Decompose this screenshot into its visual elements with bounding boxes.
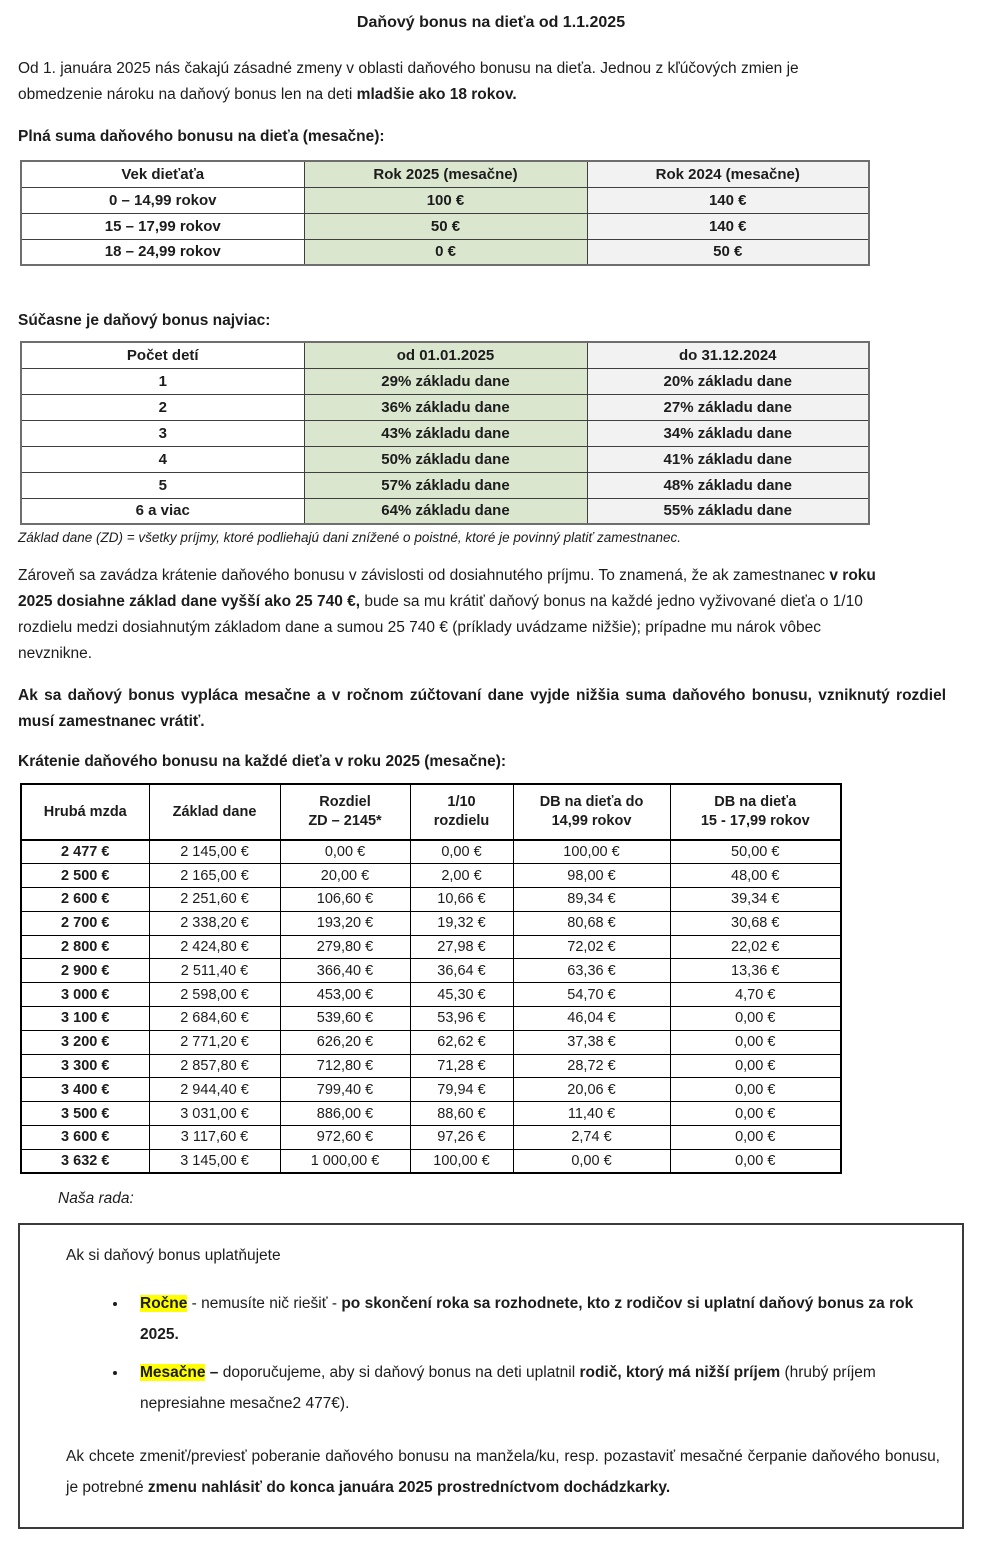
table-cell: 2 684,60 € [149,1007,280,1031]
text-segment: (hrubý príjem nepresiahne mesačne2 477€). [140,1364,876,1413]
table-cell: 64% základu dane [304,498,587,524]
text-segment: Zároveň sa zavádza krátenie daňového bonusu v závislosti od dosiahnutého príjmu. To znamená, že ak zamestnanec [18,567,830,584]
table-cell: 50% základu dane [304,446,587,472]
table-row [21,239,869,265]
table-cell: 71,28 € [410,1054,513,1078]
table-cell: 80,68 € [513,911,670,935]
table-cell: 20,00 € [280,864,410,888]
table-cell: 50,00 € [670,840,841,864]
table-cell: 799,40 € [280,1078,410,1102]
row-label: 3 100 € [21,1007,149,1031]
table-cell: 140 € [587,187,869,213]
header-row [21,342,869,368]
table-cell: 13,36 € [670,959,841,983]
row-label: 2 700 € [21,911,149,935]
table-cell: 98,00 € [513,864,670,888]
table-cell: 62,62 € [410,1030,513,1054]
table-row [21,472,869,498]
table-cell: 36,64 € [410,959,513,983]
table-cell: 3 117,60 € [149,1126,280,1150]
row-label: 3 400 € [21,1078,149,1102]
advice-item-yearly [128,1288,928,1350]
header-row [21,784,841,840]
table-cell: 0,00 € [670,1126,841,1150]
table-row [21,1007,841,1031]
table-cell: 2 857,80 € [149,1054,280,1078]
intro-paragraph [18,56,878,108]
table-cell: 2 165,00 € [149,864,280,888]
table-row [21,213,869,239]
table-cell: 54,70 € [513,983,670,1007]
table-cell: 63,36 € [513,959,670,983]
header-row [21,161,869,187]
table-cell: 20,06 € [513,1078,670,1102]
table-cell: 89,34 € [513,888,670,912]
table-cell: 453,00 € [280,983,410,1007]
table-row [21,888,841,912]
row-label: 4 [21,446,304,472]
table-cell: 100 € [304,187,587,213]
table-cell: 0,00 € [670,1149,841,1173]
table-row [21,935,841,959]
table-cell: 45,30 € [410,983,513,1007]
table-cell: 28,72 € [513,1054,670,1078]
table-cell: 19,32 € [410,911,513,935]
text-segment: Ročne [140,1295,188,1313]
column-header: DB na dieťa do 14,99 rokov [513,784,670,840]
advice-label: Naša rada: [58,1190,134,1208]
table-row [21,864,841,888]
row-label: 5 [21,472,304,498]
table-cell: 57% základu dane [304,472,587,498]
table-cell: 48,00 € [670,864,841,888]
row-label: 2 900 € [21,959,149,983]
text-segment: v roku 2025 dosiahne základ dane vyšší ako 25 740 €, [18,567,876,610]
table-row [21,911,841,935]
table-cell: 10,66 € [410,888,513,912]
table-cell: 0,00 € [670,1102,841,1126]
table-cell: 0,00 € [280,840,410,864]
tax-base-footnote: Základ dane (ZD) = všetky príjmy, ktoré podliehajú dani znížené o poistné, ktoré je povinný platiť zamestnanec. [18,530,681,545]
table-cell: 29% základu dane [304,368,587,394]
table-cell: 50 € [304,213,587,239]
table-row [21,446,869,472]
row-label: 2 800 € [21,935,149,959]
column-header: Rok 2024 (mesačne) [587,161,869,187]
advice-box [18,1223,964,1529]
section1-heading: Plná suma daňového bonusu na dieťa (mesačne): [18,128,385,145]
advice-item-monthly [128,1357,928,1419]
table-row [21,420,869,446]
text-segment: – [205,1364,223,1382]
advice-list [66,1288,942,1419]
column-header: od 01.01.2025 [304,342,587,368]
column-header: Počet detí [21,342,304,368]
table-cell: 72,02 € [513,935,670,959]
table-cell: 106,60 € [280,888,410,912]
table-cell: 4,70 € [670,983,841,1007]
table-cell: 27% základu dane [587,394,869,420]
table-cell: 55% základu dane [587,498,869,524]
table-cell: 30,68 € [670,911,841,935]
row-label: 2 477 € [21,840,149,864]
table-row [21,498,869,524]
row-label: 3 000 € [21,983,149,1007]
table-cell: 20% základu dane [587,368,869,394]
table-row [21,1149,841,1173]
table-row [21,187,869,213]
repayment-paragraph [18,683,946,735]
table-cell: 79,94 € [410,1078,513,1102]
table-cell: 2 424,80 € [149,935,280,959]
table-row [21,1078,841,1102]
table-cell: 2,00 € [410,864,513,888]
text-segment: Mesačne [140,1364,206,1382]
row-label: 6 a viac [21,498,304,524]
table-row [21,368,869,394]
text-segment: Ak sa daňový bonus vypláca mesačne a v ročnom zúčtovaní dane vyjde nižšia suma daňového bonusu, vzniknutý rozdiel musí zamestnanec vrátiť. [18,687,946,730]
table-row [21,1054,841,1078]
row-label: 1 [21,368,304,394]
row-label: 2 600 € [21,888,149,912]
table-row [21,1126,841,1150]
table-cell: 34% základu dane [587,420,869,446]
full-bonus-table [20,160,870,266]
column-header: Vek dieťaťa [21,161,304,187]
row-label: 2 [21,394,304,420]
column-header: Základ dane [149,784,280,840]
table-cell: 39,34 € [670,888,841,912]
table-cell: 3 145,00 € [149,1149,280,1173]
page-title: Daňový bonus na dieťa od 1.1.2025 [356,14,626,31]
text-segment: doporučujeme, aby si daňový bonus na deti uplatnil [222,1364,580,1382]
row-label: 3 500 € [21,1102,149,1126]
table-cell: 140 € [587,213,869,239]
column-header: Rok 2025 (mesačne) [304,161,587,187]
table-cell: 2 944,40 € [149,1078,280,1102]
table-cell: 366,40 € [280,959,410,983]
row-label: 15 – 17,99 rokov [21,213,304,239]
column-header: Hrubá mzda [21,784,149,840]
table-cell: 0,00 € [670,1078,841,1102]
table-cell: 100,00 € [513,840,670,864]
column-header: DB na dieťa 15 - 17,99 rokov [670,784,841,840]
row-label: 3 [21,420,304,446]
row-label: 3 200 € [21,1030,149,1054]
table-cell: 37,38 € [513,1030,670,1054]
table-cell: 41% základu dane [587,446,869,472]
table-cell: 48% základu dane [587,472,869,498]
table-cell: 886,00 € [280,1102,410,1126]
table-cell: 712,80 € [280,1054,410,1078]
text-segment: Ak chcete zmeniť/previesť poberanie daňového bonusu na manžela/ku, resp. pozastaviť mesačné čerpanie daňového bonusu, je potrebné [66,1448,940,1497]
text-segment: rodič, ktorý má nižší príjem [579,1364,781,1382]
table-cell: 0,00 € [670,1030,841,1054]
column-header: 1/10 rozdielu [410,784,513,840]
table-cell: 100,00 € [410,1149,513,1173]
table-cell: 46,04 € [513,1007,670,1031]
table-cell: 88,60 € [410,1102,513,1126]
table-cell: 1 000,00 € [280,1149,410,1173]
text-segment: - nemusíte nič riešiť - [187,1295,342,1313]
table-cell: 36% základu dane [304,394,587,420]
table-cell: 626,20 € [280,1030,410,1054]
max-bonus-table [20,341,870,525]
row-label: 2 500 € [21,864,149,888]
text-segment: mladšie ako 18 rokov. [356,86,517,103]
table-cell: 2 251,60 € [149,888,280,912]
section3-heading: Krátenie daňového bonusu na každé dieťa v roku 2025 (mesačne): [18,753,507,770]
table-cell: 0,00 € [513,1149,670,1173]
table-row [21,959,841,983]
reduction-paragraph [18,563,878,667]
table-cell: 0,00 € [410,840,513,864]
row-label: 3 600 € [21,1126,149,1150]
table-cell: 2 338,20 € [149,911,280,935]
table-cell: 539,60 € [280,1007,410,1031]
advice-intro: Ak si daňový bonus uplatňujete [66,1247,281,1265]
text-segment: zmenu nahlásiť do konca januára 2025 prostredníctvom dochádzkarky. [147,1479,671,1497]
table-row [21,1030,841,1054]
table-cell: 11,40 € [513,1102,670,1126]
section2-heading: Súčasne je daňový bonus najviac: [18,312,271,329]
table-cell: 193,20 € [280,911,410,935]
table-cell: 0,00 € [670,1054,841,1078]
table-cell: 50 € [587,239,869,265]
table-cell: 0,00 € [670,1007,841,1031]
table-cell: 97,26 € [410,1126,513,1150]
table-cell: 22,02 € [670,935,841,959]
row-label: 3 300 € [21,1054,149,1078]
table-row [21,1102,841,1126]
reduction-table [20,783,842,1174]
table-row [21,394,869,420]
table-cell: 53,96 € [410,1007,513,1031]
table-row [21,983,841,1007]
text-segment: bude sa mu krátiť daňový bonus na každé jedno vyživované dieťa o 1/10 rozdielu medzi dosiahnutým základom dane a sumou 25 740 € (príklady uvádzame nižšie); prípadne mu nárok vôbec nevznikne. [18,593,863,662]
advice-outro [66,1441,942,1503]
table-cell: 2 145,00 € [149,840,280,864]
column-header: Rozdiel ZD – 2145* [280,784,410,840]
row-label: 18 – 24,99 rokov [21,239,304,265]
table-cell: 0 € [304,239,587,265]
text-segment: Od 1. januára 2025 nás čakajú zásadné zmeny v oblasti daňového bonusu na dieťa. Jednou z kľúčových zmien je obmedzenie nároku na daňový bonus len na deti [18,60,799,103]
text-segment: po skončení roka sa rozhodnete, kto z rodičov si uplatní daňový bonus za rok 2025. [140,1295,914,1344]
table-cell: 2 511,40 € [149,959,280,983]
table-cell: 2,74 € [513,1126,670,1150]
table-cell: 27,98 € [410,935,513,959]
table-cell: 43% základu dane [304,420,587,446]
table-cell: 2 598,00 € [149,983,280,1007]
column-header: do 31.12.2024 [587,342,869,368]
table-row [21,840,841,864]
table-cell: 2 771,20 € [149,1030,280,1054]
table-cell: 972,60 € [280,1126,410,1150]
table-cell: 3 031,00 € [149,1102,280,1126]
row-label: 3 632 € [21,1149,149,1173]
row-label: 0 – 14,99 rokov [21,187,304,213]
table-cell: 279,80 € [280,935,410,959]
